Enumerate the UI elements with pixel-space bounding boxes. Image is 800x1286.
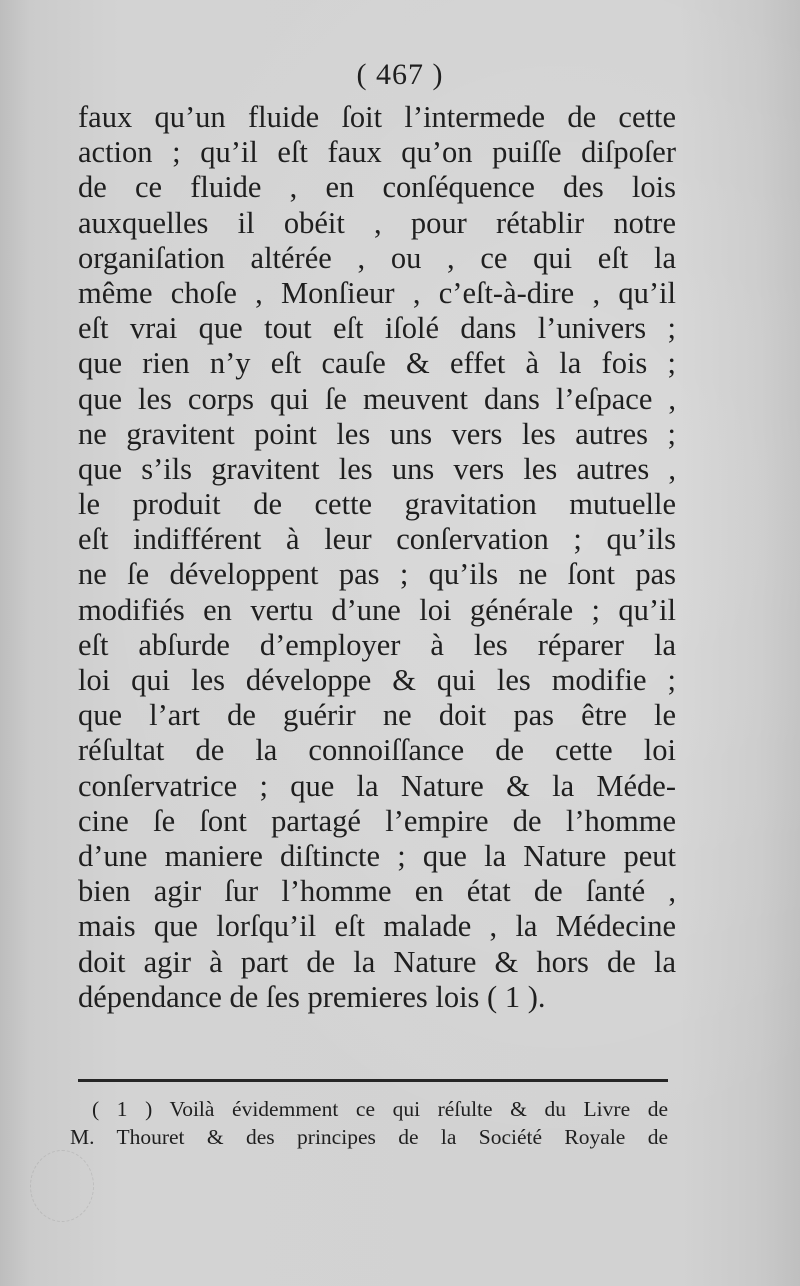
text-line: conſervatrice ; que la Nature & la Méde- [78, 768, 676, 803]
text-line: même choſe , Monſieur , c’eſt-à-dire , qu’il [78, 275, 676, 310]
text-line: cine ſe ſont partagé l’empire de l’homme [78, 803, 676, 838]
text-line: que l’art de guérir ne doit pas être le [78, 698, 676, 733]
text-line: loi qui les développe & qui les modifie ; [78, 663, 676, 697]
text-line: eſt abſurde d’employer à les réparer la [78, 627, 676, 662]
text-line: que s’ils gravitent les uns vers les autres , [78, 451, 676, 486]
text-line: d’une maniere diſtincte ; que la Nature peut [78, 838, 676, 873]
text-line: modifiés en vertu d’une loi générale ; qu’il [78, 592, 676, 627]
text-line: mais que lorſqu’il eſt malade , la Médecine [78, 909, 676, 944]
text-line: réſultat de la connoiſſance de cette loi [78, 733, 676, 768]
text-line: auxquelles il obéit , pour rétablir notre [78, 205, 676, 240]
text-line: doit agir à part de la Nature & hors de la [78, 944, 676, 979]
text-line: que les corps qui ſe meuvent dans l’eſpace , [78, 381, 676, 416]
footnote-line: ( 1 ) Voilà évidemment ce qui réſulte & du Livre de [92, 1097, 668, 1121]
text-line: faux qu’un fluide ſoit l’intermede de cette [78, 100, 676, 134]
text-line: ne ſe développent pas ; qu’ils ne ſont pas [78, 557, 676, 592]
text-line: bien agir ſur l’homme en état de ſanté , [78, 874, 676, 909]
faded-library-stamp [30, 1150, 94, 1222]
text-line: eſt indifférent à leur conſervation ; qu’ils [78, 522, 676, 557]
text-line: de ce fluide , en conſéquence des lois [78, 170, 676, 205]
text-line: dépendance de ſes premieres lois ( 1 ). [78, 979, 546, 1014]
page-number: ( 467 ) [356, 58, 444, 91]
text-line: ne gravitent point les uns vers les autres ; [78, 416, 676, 451]
main-text [78, 100, 676, 1015]
footnote-separator [78, 1079, 668, 1082]
text-line: organiſation altérée , ou , ce qui eſt la [78, 240, 676, 275]
footnote-line: M. Thouret & des principes de la Société Royale de [70, 1125, 668, 1149]
footnote [70, 1095, 668, 1151]
text-line: eſt vrai que tout eſt iſolé dans l’univers ; [78, 311, 676, 346]
text-line: le produit de cette gravitation mutuelle [78, 487, 676, 522]
text-line: action ; qu’il eſt faux qu’on puiſſe diſpoſer [78, 135, 676, 170]
text-line: que rien n’y eſt cauſe & effet à la fois ; [78, 346, 676, 381]
